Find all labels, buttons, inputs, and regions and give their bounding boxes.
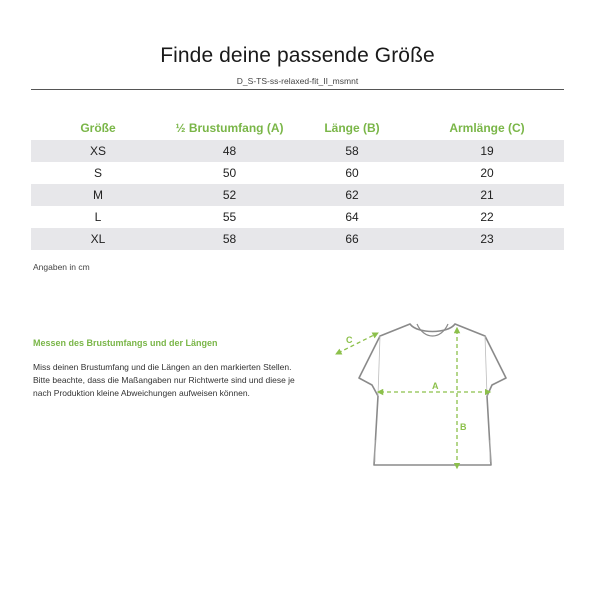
table-cell: 58 [165, 228, 294, 250]
measure-paragraph: Miss deinen Brustumfang und die Längen an den markierten Stellen. [33, 362, 292, 372]
label-c: C [346, 335, 353, 345]
measure-line-c [338, 334, 376, 353]
table-cell: 21 [410, 184, 564, 206]
table-header-row [31, 116, 564, 140]
units-note: Angaben in cm [33, 262, 90, 272]
product-code: D_S-TS-ss-relaxed-fit_II_msmnt [236, 76, 359, 86]
table-cell: 58 [294, 140, 410, 162]
column-header-size: Größe [80, 121, 116, 135]
measure-instructions [33, 361, 308, 401]
table-cell: 50 [222, 166, 237, 180]
size-table [31, 116, 564, 250]
table-cell: XL [31, 228, 165, 250]
measure-paragraph: Bitte beachte, dass die Maßangaben nur Richtwerte sind und diese je nach Produktion kleine Abweichungen aufweisen können. [33, 375, 295, 399]
label-a: A [432, 381, 439, 391]
table-cell: 48 [165, 140, 294, 162]
column-header-length: Länge (B) [324, 121, 380, 135]
table-row [31, 140, 564, 162]
table-cell: S [93, 166, 102, 180]
table-row [31, 206, 564, 228]
table-cell: L [94, 210, 102, 224]
measure-heading: Messen des Brustumfangs und der Längen [33, 338, 218, 348]
table-row [31, 162, 564, 184]
title-divider [31, 89, 564, 90]
table-cell: 64 [345, 210, 359, 224]
table-cell: XS [31, 140, 165, 162]
table-cell: 55 [222, 210, 237, 224]
table-cell: 19 [410, 140, 564, 162]
table-cell: 62 [294, 184, 410, 206]
table-row [31, 184, 564, 206]
column-header-sleeve-length: Armlänge (C) [449, 121, 525, 135]
table-cell: 20 [480, 166, 494, 180]
table-cell: 22 [480, 210, 494, 224]
tshirt-measurement-diagram [330, 316, 510, 476]
tshirt-outline [359, 324, 506, 465]
column-header-half-chest: ½ Brustumfang (A) [175, 121, 284, 135]
table-cell: M [31, 184, 165, 206]
table-row [31, 228, 564, 250]
table-cell: 66 [294, 228, 410, 250]
table-cell: 23 [410, 228, 564, 250]
table-cell: 52 [165, 184, 294, 206]
table-cell: 60 [345, 166, 359, 180]
page-title: Finde deine passende Größe [160, 44, 435, 67]
label-b: B [460, 422, 467, 432]
